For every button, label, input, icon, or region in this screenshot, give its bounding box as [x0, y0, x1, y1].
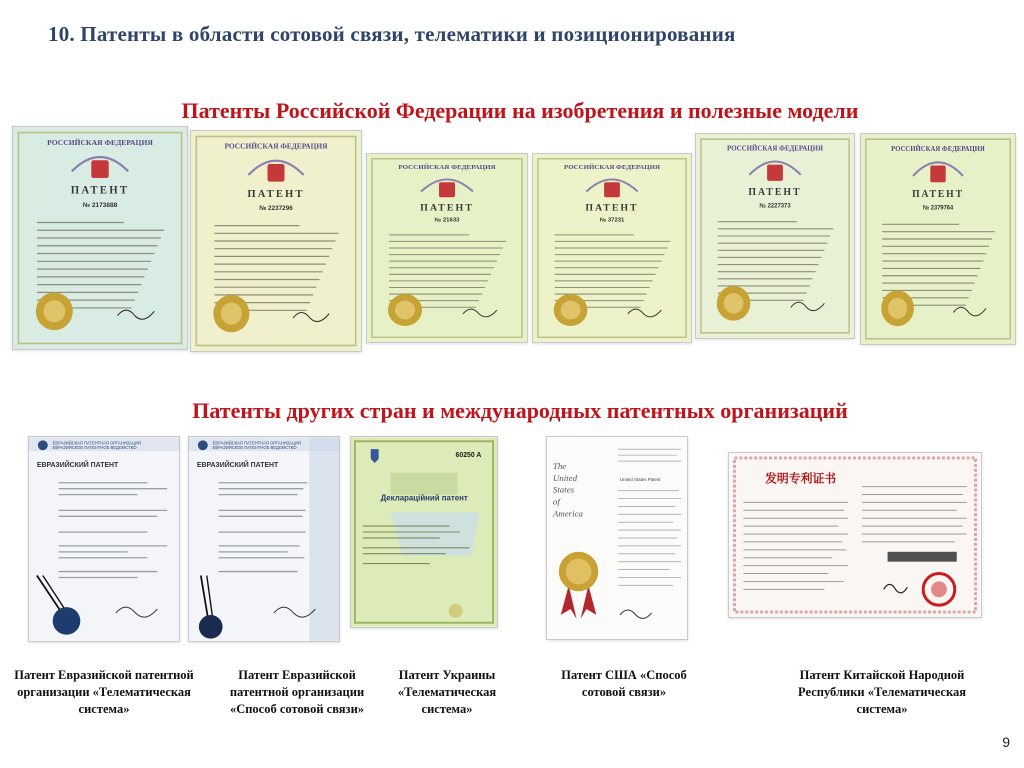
- certificate-header: РОССИЙСКАЯ ФЕДЕРАЦИЯ: [564, 164, 660, 171]
- usa-patent-svg: [547, 437, 687, 639]
- russian-patent-certificate: [532, 153, 692, 343]
- usa-emblem-line-1: The: [552, 460, 567, 471]
- certificate-number: № 2237296: [259, 205, 293, 213]
- coat-of-arms-icon: [604, 182, 620, 197]
- certificate-word: ПАТЕНТ: [247, 187, 305, 201]
- certificate-word: ПАТЕНТ: [912, 188, 964, 201]
- certificate-number: № 21633: [434, 217, 460, 224]
- coat-of-arms-icon: [767, 165, 783, 181]
- section-heading-russian-patents: Патенты Российской Федерации на изобретения и полезные модели: [181, 98, 859, 123]
- eurasian-patent-cellular-method-image: [188, 436, 340, 642]
- eurasian-office-name: ЕВРАЗИЙСКОЕ ПАТЕНТНОЕ ВЕДОМСТВО: [212, 445, 297, 451]
- coat-of-arms-icon: [268, 164, 285, 182]
- eurasian-logo-icon: [38, 440, 48, 450]
- certificate-header: РОССИЙСКАЯ ФЕДЕРАЦИЯ: [398, 164, 496, 171]
- eurasian-org-name: ЕВРАЗИЙСКАЯ ПАТЕНТНАЯ ОРГАНИЗАЦИЯ: [52, 440, 141, 446]
- eurasian-patent-telematic-system-image: [28, 436, 180, 642]
- ukraine-patent-title: Деклараційний патент: [380, 493, 468, 503]
- usa-patent-label: United States Patent: [619, 476, 661, 482]
- usa-emblem-line-2: United: [552, 472, 578, 483]
- eurasian-org-name: ЕВРАЗИЙСКАЯ ПАТЕНТНАЯ ОРГАНИЗАЦИЯ: [212, 440, 301, 446]
- eurasian-patent-title: ЕВРАЗИЙСКИЙ ПАТЕНТ: [36, 461, 119, 469]
- certificate-header: РОССИЙСКАЯ ФЕДЕРАЦИЯ: [224, 141, 328, 151]
- ukraine-patent-image: [350, 436, 498, 628]
- usa-emblem-line-5: America: [552, 508, 583, 519]
- usa-emblem-line-3: States: [552, 484, 575, 495]
- certificate-header: РОССИЙСКАЯ ФЕДЕРАЦИЯ: [891, 144, 985, 153]
- certificate-header: РОССИЙСКАЯ ФЕДЕРАЦИЯ: [47, 137, 153, 147]
- certificate-word: ПАТЕНТ: [585, 202, 639, 214]
- certificate-word: ПАТЕНТ: [70, 184, 130, 197]
- russian-patent-certificate: [12, 126, 188, 350]
- caption-eurasian-telematic: Патент Евразийской патентной организации «Телематическая система»: [14, 668, 194, 716]
- china-patent-title: 发明专利证书: [765, 471, 837, 486]
- russian-patent-certificate: [190, 130, 362, 352]
- ukraine-patent-number: 60250 A: [455, 452, 482, 460]
- page-number: 9: [1002, 734, 1010, 750]
- russian-patent-certificate: [366, 153, 528, 343]
- russian-patent-svg: [191, 131, 361, 351]
- russian-patent-certificate: [695, 133, 855, 339]
- eurasian-patent-1-svg: [29, 437, 179, 641]
- russian-patent-svg: [696, 134, 854, 338]
- russian-patent-svg: [533, 154, 691, 342]
- caption-usa: Патент США «Способ сотовой связи»: [561, 668, 687, 699]
- caption-ukraine: Патент Украины «Телематическая система»: [397, 668, 497, 716]
- coat-of-arms-icon: [930, 166, 945, 183]
- russian-patent-certificate: [860, 133, 1016, 345]
- section-heading-foreign-patents: Патенты других стран и международных патентных организаций: [192, 398, 848, 423]
- russian-patent-svg: [861, 134, 1015, 344]
- coat-of-arms-icon: [91, 160, 108, 178]
- china-patent-image: [728, 452, 982, 618]
- seal-icon: [53, 607, 81, 635]
- certificate-word: ПАТЕНТ: [420, 202, 474, 214]
- caption-eurasian-cellular: Патент Евразийской патентной организации «Способ сотовой связи»: [229, 668, 365, 716]
- usa-patent-image: [546, 436, 688, 640]
- certificate-number: № 2379764: [922, 205, 954, 212]
- eurasian-office-name: ЕВРАЗИЙСКОЕ ПАТЕНТНОЕ ВЕДОМСТВО: [52, 445, 137, 451]
- certificate-number: № 2227373: [759, 203, 791, 210]
- seal-icon: [199, 615, 223, 639]
- russian-patent-svg: [13, 127, 187, 349]
- caption-china: Патент Китайской Народной Республики «Телематическая система»: [798, 668, 966, 716]
- certificate-header: РОССИЙСКАЯ ФЕДЕРАЦИЯ: [727, 144, 823, 153]
- certificate-number: № 2173888: [82, 201, 118, 209]
- china-patent-svg: [729, 453, 981, 617]
- coat-of-arms-icon: [439, 182, 455, 197]
- certificate-number: № 37231: [599, 217, 625, 224]
- certificate-word: ПАТЕНТ: [748, 187, 802, 199]
- eurasian-patent-2-svg: [189, 437, 339, 641]
- eurasian-logo-icon: [198, 440, 208, 450]
- usa-emblem-line-4: of: [552, 496, 560, 507]
- russian-patent-svg: [367, 154, 527, 342]
- eurasian-patent-title: ЕВРАЗИЙСКИЙ ПАТЕНТ: [196, 461, 279, 469]
- ukraine-patent-svg: [351, 437, 497, 627]
- slide-title: 10. Патенты в области сотовой связи, телематики и позиционирования: [48, 22, 736, 46]
